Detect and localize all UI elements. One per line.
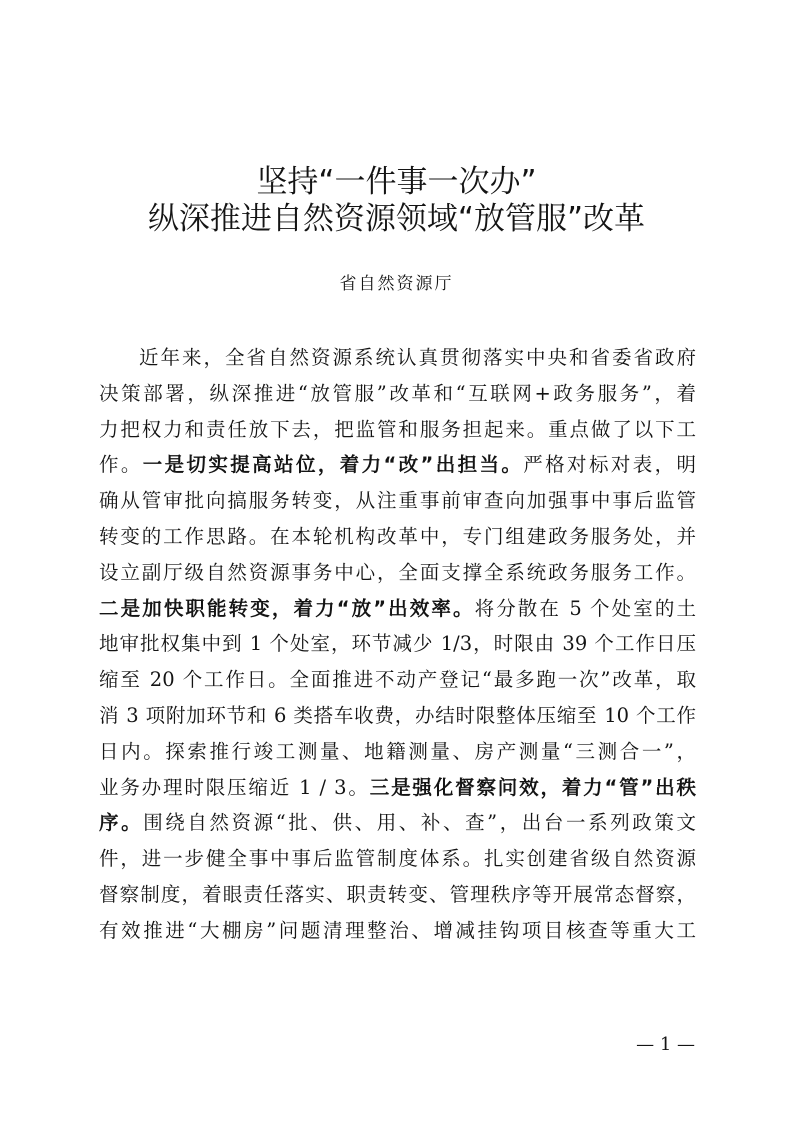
body-paragraph: [99, 340, 696, 949]
body-line: 地审批权集中到 1 个处室，环节减少 1/3，时限由 39 个工作日压: [99, 632, 696, 656]
key-point-2: 二是加快职能转变，着力“放”出效率。: [99, 596, 475, 620]
body-line: 转变的工作思路。在本轮机构改革中，专门组建政务服务处，并: [99, 524, 696, 548]
body-line: 日内。探索推行竣工测量、地籍测量、房产测量“三测合一”，: [99, 739, 696, 763]
body-line: 缩至 20 个工作日。全面推进不动产登记“最多跑一次”改革，取: [99, 668, 696, 692]
body-text: 围绕自然资源“批、供、用、补、查”，出台一系列政策文: [143, 811, 696, 835]
body-text: 业务办理时限压缩近 1 / 3。: [99, 775, 370, 799]
body-line: [99, 770, 696, 806]
body-line: 件，进一步健全事中事后监管制度体系。扎实创建省级自然资源: [99, 847, 696, 871]
body-line: 设立副厅级自然资源事务中心，全面支撑全系统政务服务工作。: [99, 560, 696, 584]
body-line: [99, 447, 696, 483]
body-line: [99, 805, 696, 841]
body-line: [99, 591, 696, 627]
body-line: 决策部署，纵深推进“放管服”改革和“互联网+政务服务”，着: [99, 381, 696, 405]
key-point-3: 三是强化督察问效，着力“管”出秩: [369, 775, 696, 799]
body-text: 将分散在 5 个处室的土: [474, 596, 696, 620]
title-line-1: 坚持“一件事一次办”: [256, 164, 537, 200]
author: 省自然资源厅: [339, 274, 454, 294]
body-line: 力把权力和责任放下去，把监管和服务担起来。重点做了以下工: [99, 417, 696, 441]
page-number: — 1 —: [636, 1034, 695, 1055]
body-line: 确从管审批向搞服务转变，从注重事前审查向加强事中事后监管: [99, 489, 696, 513]
key-point-1: 一是切实提高站位，着力“改”出担当。: [142, 453, 524, 477]
body-text: 严格对标对表，明: [523, 453, 696, 477]
title-line-2: 纵深推进自然资源领域“放管服”改革: [147, 201, 646, 237]
body-text: 作。: [99, 453, 143, 477]
body-line: 近年来，全省自然资源系统认真贯彻落实中央和省委省政府: [139, 346, 696, 369]
key-point-3-end: 序。: [99, 811, 144, 835]
body-line: 有效推进“大棚房”问题清理整治、增减挂钩项目核查等重大工: [99, 918, 696, 942]
body-line: 消 3 项附加环节和 6 类搭车收费，办结时限整体压缩至 10 个工作: [99, 703, 696, 727]
body-line: 督察制度，着眼责任落实、职责转变、管理秩序等开展常态督察，: [99, 882, 696, 906]
